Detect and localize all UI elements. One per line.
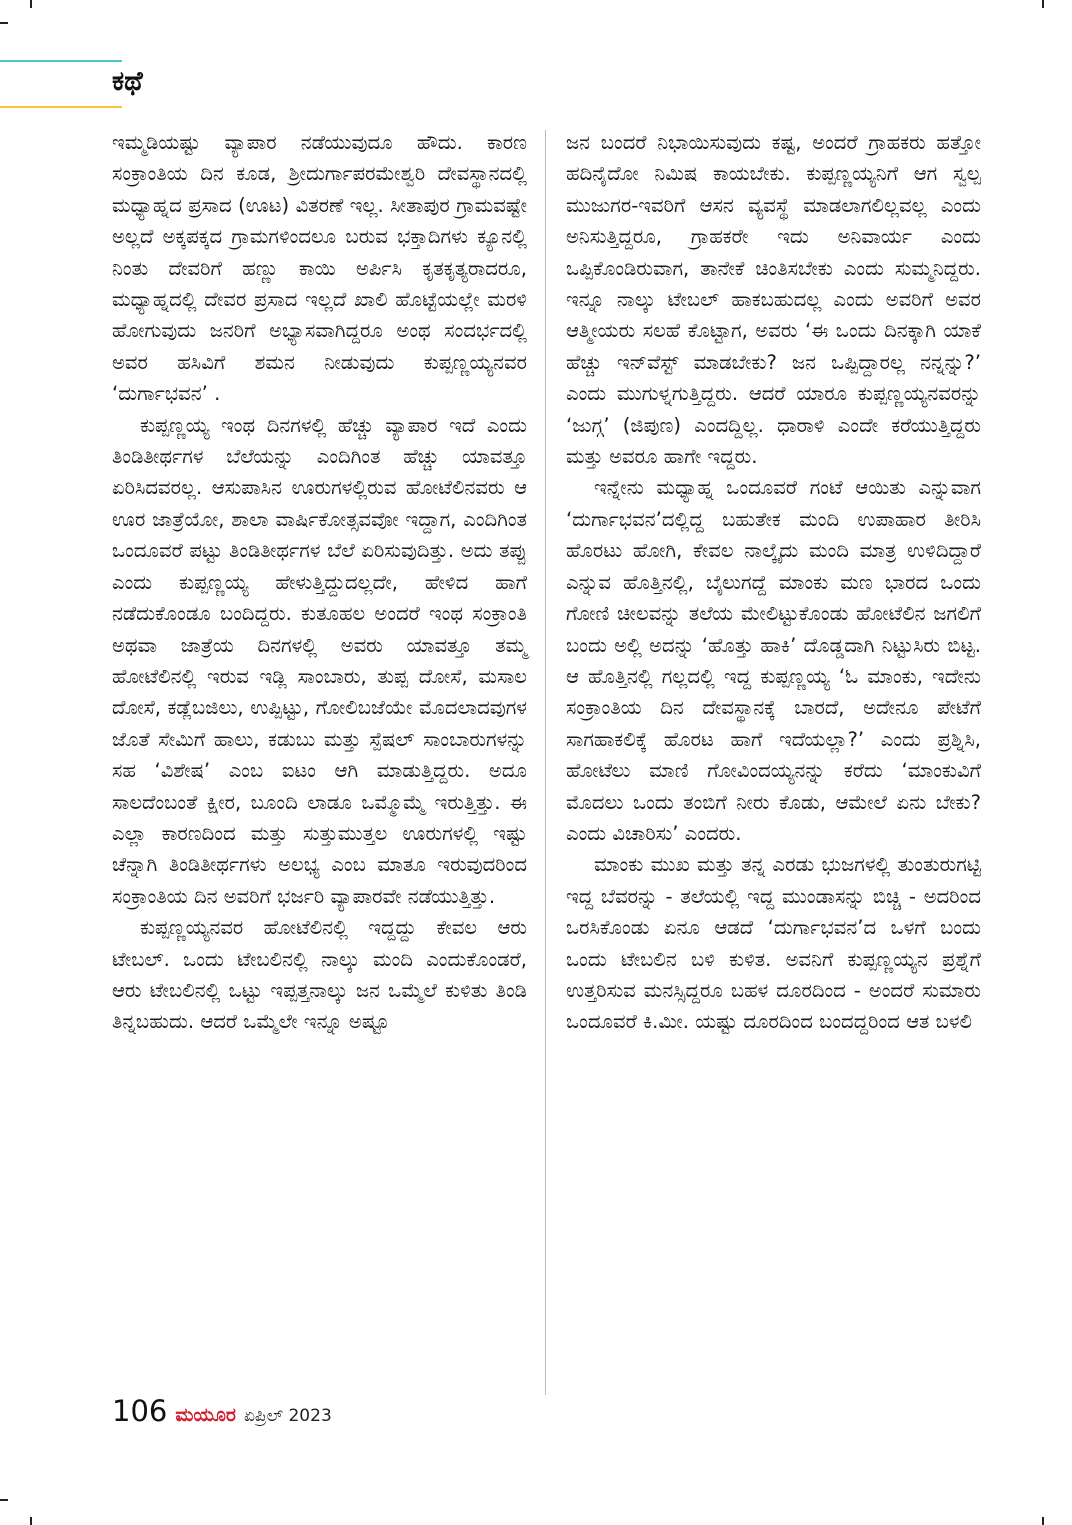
paragraph: ಇನ್ನೇನು ಮಧ್ಯಾಹ್ನ ಒಂದೂವರೆ ಗಂಟೆ ಆಯಿತು ಎನ್ನುವಾಗ ‘ದುರ್ಗಾಭವನ’ದಲ್ಲಿದ್ದ ಬಹುತೇಕ ಮಂದಿ ಉಪಾಹಾರ ತೀರಿಸಿ ಹೊರಟು ಹೋಗಿ, ಕೇವಲ ನಾಲ್ಕೈದು ಮಂದಿ ಮಾತ್ರ ಉಳಿದಿದ್ದಾರೆ ಎನ್ನುವ ಹೊತ್ತಿನಲ್ಲಿ, ಬೈಲುಗದ್ದೆ ಮಾಂಕು ಮಣ ಭಾರದ ಒಂದು ಗೋಣಿ ಚೀಲವನ್ನು ತಲೆಯ ಮೇಲಿಟ್ಟುಕೊಂಡು ಹೋಟೆಲಿನ ಜಗಲಿಗೆ ಬಂದು ಅಲ್ಲಿ ಅದನ್ನು ‘ಹೊತ್ತು ಹಾಕಿ’ ದೊಡ್ಡದಾಗಿ ನಿಟ್ಟುಸಿರು ಬಿಟ್ಟ. ಆ ಹೊತ್ತಿನಲ್ಲಿ ಗಲ್ಲದಲ್ಲಿ ಇದ್ದ ಕುಪ್ಪಣ್ಣಯ್ಯ ‘ಓ ಮಾಂಕು, ಇದೇನು ಸಂಕ್ರಾಂತಿಯ ದಿನ ದೇವಸ್ಥಾನಕ್ಕೆ ಬಾರದೆ, ಅದೇನೂ ಪೇಟೆಗೆ ಸಾಗಹಾಕಲಿಕ್ಕೆ ಹೊರಟ ಹಾಗೆ ಇದೆಯಲ್ಲಾ?’ ಎಂದು ಪ್ರಶ್ನಿಸಿ, ಹೋಟೆಲು ಮಾಣಿ ಗೋವಿಂದಯ್ಯನನ್ನು ಕರೆದು ‘ಮಾಂಕುವಿಗೆ ಮೊದಲು ಒಂದು ತಂಬಿಗೆ ನೀರು ಕೊಡು, ಆಮೇಲೆ ಏನು ಬೇಕು? ಎಂದು ವಿಚಾರಿಸು’ ಎಂದರು. xyxy=(566,476,981,845)
issue-date: ಏಪ್ರಿಲ್ 2023 xyxy=(243,1406,332,1426)
section-title: ಕಥೆ xyxy=(112,66,143,97)
paragraph: ಇಮ್ಮಡಿಯಷ್ಟು ವ್ಯಾಪಾರ ನಡೆಯುವುದೂ ಹೌದು. ಕಾರಣ ಸಂಕ್ರಾಂತಿಯ ದಿನ ಕೂಡ, ಶ್ರೀದುರ್ಗಾಪರಮೇಶ್ವರಿ ದೇವಸ್ಥಾನದಲ್ಲಿ ಮಧ್ಯಾಹ್ನದ ಪ್ರಸಾದ (ಊಟ) ವಿತರಣೆ ಇಲ್ಲ. ಸೀತಾಪುರ ಗ್ರಾಮವಷ್ಟೇ ಅಲ್ಲದೆ ಅಕ್ಕಪಕ್ಕದ ಗ್ರಾಮಗಳಿಂದಲೂ ಬರುವ ಭಕ್ತಾದಿಗಳು ಕ್ಯೂನಲ್ಲಿ ನಿಂತು ದೇವರಿಗೆ ಹಣ್ಣು ಕಾಯಿ ಅರ್ಪಿಸಿ ಕೃತಕೃತ್ಯರಾದರೂ, ಮಧ್ಯಾಹ್ನದಲ್ಲಿ ದೇವರ ಪ್ರಸಾದ ಇಲ್ಲದೆ ಖಾಲಿ ಹೊಟ್ಟೆಯಲ್ಲೇ ಮರಳಿ ಹೋಗುವುದು ಜನರಿಗೆ ಅಭ್ಯಾಸವಾಗಿದ್ದರೂ ಅಂಥ ಸಂದರ್ಭದಲ್ಲಿ ಅವರ ಹಸಿವಿಗೆ ಶಮನ ನೀಡುವುದು ಕುಪ್ಪಣ್ಣಯ್ಯನವರ ‘ದುರ್ಗಾಭವನ’ . xyxy=(112,131,527,406)
paragraph: ಕುಪ್ಪಣ್ಣಯ್ಯ ಇಂಥ ದಿನಗಳಲ್ಲಿ ಹೆಚ್ಚು ವ್ಯಾಪಾರ ಇದೆ ಎಂದು ತಿಂಡಿತೀರ್ಥಗಳ ಬೆಲೆಯನ್ನು ಎಂದಿಗಿಂತ ಹೆಚ್ಚು ಯಾವತ್ತೂ ಏರಿಸಿದವರಲ್ಲ. ಆಸುಪಾಸಿನ ಊರುಗಳಲ್ಲಿರುವ ಹೋಟೆಲಿನವರು ಆ ಊರ ಜಾತ್ರೆಯೋ, ಶಾಲಾ ವಾರ್ಷಿಕೋತ್ಸವವೋ ಇದ್ದಾಗ, ಎಂದಿಗಿಂತ ಒಂದೂವರೆ ಪಟ್ಟು ತಿಂಡಿತೀರ್ಥಗಳ ಬೆಲೆ ಏರಿಸುವುದಿತ್ತು. ಅದು ತಪ್ಪು ಎಂದು ಕುಪ್ಪಣ್ಣಯ್ಯ ಹೇಳುತ್ತಿದ್ದುದಲ್ಲದೇ, ಹೇಳಿದ ಹಾಗೆ ನಡೆದುಕೊಂಡೂ ಬಂದಿದ್ದರು. ಕುತೂಹಲ ಅಂದರೆ ಇಂಥ ಸಂಕ್ರಾಂತಿ ಅಥವಾ ಜಾತ್ರೆಯ ದಿನಗಳಲ್ಲಿ ಅವರು ಯಾವತ್ತೂ ತಮ್ಮ ಹೋಟೆಲಿನಲ್ಲಿ ಇರುವ ಇಡ್ಲಿ ಸಾಂಬಾರು, ತುಪ್ಪ ದೋಸೆ, ಮಸಾಲ ದೋಸೆ, ಕಡ್ಲೆಬಜಿಲು, ಉಪ್ಪಿಟ್ಟು, ಗೋಲಿಬಜೆಯೇ ಮೊದಲಾದವುಗಳ ಜೊತೆ ಸೇಮಿಗೆ ಹಾಲು, ಕಡುಬು ಮತ್ತು ಸ್ಪೆಷಲ್ ಸಾಂಬಾರುಗಳನ್ನು ಸಹ ‘ವಿಶೇಷ’ ಎಂಬ ಐಟಂ ಆಗಿ ಮಾಡುತ್ತಿದ್ದರು. ಅದೂ ಸಾಲದೆಂಬಂತೆ ಕ್ಷೀರ, ಬೂಂದಿ ಲಾಡೂ ಒಮ್ಮೊಮ್ಮೆ ಇರುತ್ತಿತ್ತು. ಈ ಎಲ್ಲಾ ಕಾರಣದಿಂದ ಮತ್ತು ಸುತ್ತುಮುತ್ತಲ ಊರುಗಳಲ್ಲಿ ಇಷ್ಟು ಚೆನ್ನಾಗಿ ತಿಂಡಿತೀರ್ಥಗಳು ಅಲಭ್ಯ ಎಂಬ ಮಾತೂ ಇರುವುದರಿಂದ ಸಂಕ್ರಾಂತಿಯ ದಿನ ಅವರಿಗೆ ಭರ್ಜರಿ ವ್ಯಾಪಾರವೇ ನಡೆಯುತ್ತಿತ್ತು. xyxy=(112,413,527,908)
paragraph: ಜನ ಬಂದರೆ ನಿಭಾಯಿಸುವುದು ಕಷ್ಟ, ಅಂದರೆ ಗ್ರಾಹಕರು ಹತ್ತೋ ಹದಿನೈದೋ ನಿಮಿಷ ಕಾಯಬೇಕು. ಕುಪ್ಪಣ್ಣಯ್ಯನಿಗೆ ಆಗ ಸ್ವಲ್ಪ ಮುಜುಗರ-ಇವರಿಗೆ ಆಸನ ವ್ಯವಸ್ಥೆ ಮಾಡಲಾಗಲಿಲ್ಲವಲ್ಲ ಎಂದು ಅನಿಸುತ್ತಿದ್ದರೂ, ಗ್ರಾಹಕರೇ ಇದು ಅನಿವಾರ್ಯ ಎಂದು ಒಪ್ಪಿಕೊಂಡಿರುವಾಗ, ತಾನೇಕೆ ಚಿಂತಿಸಬೇಕು ಎಂದು ಸುಮ್ಮನಿದ್ದರು. ಇನ್ನೂ ನಾಲ್ಕು ಟೇಬಲ್ ಹಾಕಬಹುದಲ್ಲ ಎಂದು ಅವರಿಗೆ ಅವರ ಆತ್ಮೀಯರು ಸಲಹೆ ಕೊಟ್ಟಾಗ, ಅವರು ‘ಈ ಒಂದು ದಿನಕ್ಕಾಗಿ ಯಾಕೆ ಹೆಚ್ಚು ಇನ್‌ವೆಸ್ಟ್ ಮಾಡಬೇಕು? ಜನ ಒಪ್ಪಿದ್ದಾರಲ್ಲ ನನ್ನನ್ನು?’ ಎಂದು ಮುಗುಳ್ನಗುತ್ತಿದ್ದರು. ಆದರೆ ಯಾರೂ ಕುಪ್ಪಣ್ಣಯ್ಯನವರನ್ನು ‘ಜುಗ್ಗ’ (ಜಿಪುಣ) ಎಂದದ್ದಿಲ್ಲ. ಧಾರಾಳಿ ಎಂದೇ ಕರೆಯುತ್ತಿದ್ದರು ಮತ್ತು ಅವರೂ ಹಾಗೇ ಇದ್ದರು. xyxy=(566,131,981,469)
crop-mark xyxy=(0,22,8,24)
crop-mark xyxy=(1042,1517,1044,1525)
crop-mark xyxy=(30,1517,32,1525)
crop-mark xyxy=(0,1499,8,1501)
crop-mark xyxy=(1042,0,1044,8)
header-rule-cyan xyxy=(0,60,122,62)
column-divider xyxy=(545,130,546,1395)
paragraph: ಕುಪ್ಪಣ್ಣಯ್ಯನವರ ಹೋಟೆಲಿನಲ್ಲಿ ಇದ್ದದ್ದು ಕೇವಲ ಆರು ಟೇಬಲ್. ಒಂದು ಟೇಬಲಿನಲ್ಲಿ ನಾಲ್ಕು ಮಂದಿ ಎಂದುಕೊಂಡರೆ, ಆರು ಟೇಬಲಿನಲ್ಲಿ ಒಟ್ಟು ಇಪ್ಪತ್ತನಾಲ್ಕು ಜನ ಒಮ್ಮೆಲೆ ಕುಳಿತು ತಿಂಡಿ ತಿನ್ನಬಹುದು. ಆದರೆ ಒಮ್ಮೆಲೇ ಇನ್ನೂ ಅಷ್ಟೂ xyxy=(112,916,527,1034)
magazine-logo: ಮಯೂರ xyxy=(175,1404,236,1426)
article-column-right xyxy=(566,127,981,1038)
page-number: 106 xyxy=(112,1394,168,1428)
page-footer xyxy=(112,1394,332,1428)
article-column-left xyxy=(112,127,527,1038)
paragraph: ಮಾಂಕು ಮುಖ ಮತ್ತು ತನ್ನ ಎರಡು ಭುಜಗಳಲ್ಲಿ ತುಂತುರುಗಟ್ಟಿ ಇದ್ದ ಬೆವರನ್ನು - ತಲೆಯಲ್ಲಿ ಇದ್ದ ಮುಂಡಾಸನ್ನು ಬಿಚ್ಚಿ - ಅದರಿಂದ ಒರಸಿಕೊಂಡು ಏನೂ ಆಡದೆ ‘ದುರ್ಗಾಭವನ’ದ ಒಳಗೆ ಬಂದು ಒಂದು ಟೇಬಲಿನ ಬಳಿ ಕುಳಿತ. ಅವನಿಗೆ ಕುಪ್ಪಣ್ಣಯ್ಯನ ಪ್ರಶ್ನೆಗೆ ಉತ್ತರಿಸುವ ಮನಸ್ಸಿದ್ದರೂ ಬಹಳ ದೂರದಿಂದ - ಅಂದರೆ ಸುಮಾರು ಒಂದೂವರೆ ಕಿ.ಮೀ. ಯಷ್ಟು ದೂರದಿಂದ ಬಂದದ್ದರಿಂದ ಆತ ಬಳಲಿ xyxy=(566,853,981,1034)
crop-mark xyxy=(30,0,32,8)
header-rule-yellow xyxy=(0,106,122,108)
